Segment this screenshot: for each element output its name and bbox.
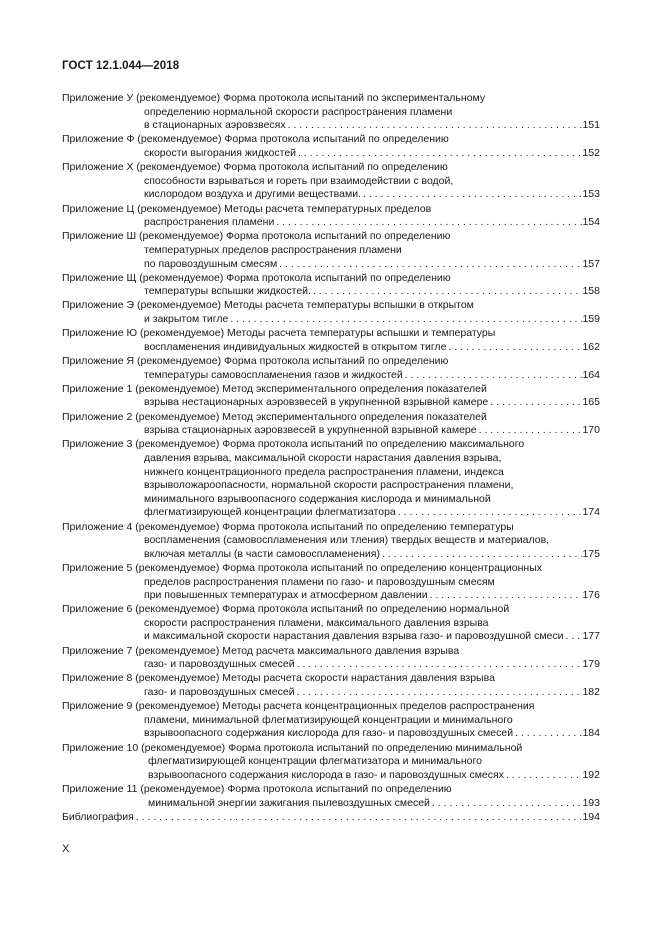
toc-entry-text: взрывоопасного содержания кислорода в газо- и паровоздушных смесях	[148, 768, 504, 781]
toc-page-number: 162	[582, 340, 600, 353]
toc-entry-text: определению нормальной скорости распространения пламени	[144, 105, 453, 118]
toc-leader-dots	[446, 341, 582, 355]
toc-entry-text: температурных пределов распространения пламени	[144, 243, 402, 256]
toc-entry-text: Приложение Я (рекомендуемое) Форма протокола испытаний по определению	[62, 355, 449, 368]
toc-page-number: 182	[582, 686, 600, 699]
toc-entry[interactable]	[62, 603, 600, 644]
toc-entry-text: Приложение 2 (рекомендуемое) Метод экспериментального определения показателей	[62, 410, 487, 423]
toc-leader-dots	[504, 769, 583, 783]
toc-entry[interactable]	[62, 411, 600, 438]
toc-entry[interactable]	[62, 272, 600, 299]
toc-leader-dots	[228, 313, 582, 327]
page-number: X	[62, 843, 70, 855]
toc-entry-text: при повышенных температурах и атмосферном давлении	[144, 589, 428, 602]
document-header: ГОСТ 12.1.044—2018	[62, 60, 180, 72]
toc-entry[interactable]	[62, 161, 600, 202]
toc-entry-text: способности взрываться и гореть при взаимодействии с водой,	[144, 174, 454, 187]
toc-page-number: 165	[582, 396, 600, 409]
toc-entry-text: Приложение 7 (рекомендуемое) Метод расчета максимального давления взрыва	[62, 644, 460, 657]
toc-entry-text: пределов распространения пламени по газо- и паровоздушным смесям	[144, 575, 495, 588]
toc-entry[interactable]	[62, 672, 600, 699]
toc-entry-text: Приложение 3 (рекомендуемое) Форма протокола испытаний по определению максимального	[62, 438, 525, 451]
toc-page-number: 176	[582, 589, 600, 602]
toc-leader-dots	[295, 658, 583, 672]
toc-entry-text: распространения пламени	[144, 216, 275, 229]
toc-page-number: 159	[582, 313, 600, 326]
toc-entry[interactable]	[62, 562, 600, 603]
toc-page-number: 184	[582, 727, 600, 740]
toc-entry-text: газо- и паровоздушных смесей	[144, 686, 295, 699]
toc-leader-dots	[286, 119, 583, 133]
toc-leader-dots	[428, 589, 583, 603]
toc-entry-text: скорости распространения пламени, максимального давления взрыва	[144, 616, 489, 629]
toc-entry-text: минимального взрывоопасного содержания кислорода и минимальной	[144, 492, 491, 505]
toc-leader-dots	[564, 630, 583, 644]
toc-entry[interactable]	[62, 383, 600, 410]
toc-entry-text: Приложение 11 (рекомендуемое) Форма протокола испытаний по определению	[62, 782, 452, 795]
toc-entry-text: Приложение Ц (рекомендуемое) Методы расчета температурных пределов	[62, 202, 432, 215]
toc-entry-text: флегматизирующей концентрации флегматизатора	[144, 506, 396, 519]
toc-entry-text: Приложение Э (рекомендуемое) Методы расчета температуры вспышки в открытом	[62, 299, 474, 312]
toc-entry-text: минимальной энергии зажигания пылевоздушных смесей	[148, 796, 430, 809]
toc-entry-text: по паровоздушным смесям	[144, 257, 278, 270]
toc-entry-text: взрывоопасного содержания кислорода для газо- и паровоздушных смесей	[144, 727, 514, 740]
toc-entry[interactable]	[62, 700, 600, 741]
toc-entry[interactable]	[62, 92, 600, 133]
toc-entry[interactable]	[62, 811, 600, 825]
toc-entry[interactable]	[62, 355, 600, 382]
toc-entry-text: Приложение Х (рекомендуемое) Форма протокола испытаний по определению	[62, 161, 448, 174]
toc-leader-dots	[396, 506, 583, 520]
toc-entry[interactable]	[62, 742, 600, 783]
toc-entry-text: Приложение 9 (рекомендуемое) Методы расчета концентрационных пределов распространения	[62, 700, 535, 713]
toc-entry[interactable]	[62, 438, 600, 520]
toc-entry-text: и закрытом тигле	[144, 313, 229, 326]
toc-leader-dots	[488, 396, 582, 410]
toc-entry[interactable]	[62, 203, 600, 230]
toc-entry-text: Приложение Щ (рекомендуемое) Форма протокола испытаний по определению	[62, 271, 451, 284]
toc-entry-text: Библиография	[62, 810, 134, 823]
toc-entry-text: Приложение Ш (рекомендуемое) Форма протокола испытаний по определению	[62, 230, 451, 243]
toc-page-number: 193	[582, 796, 600, 809]
toc-leader-dots	[361, 188, 582, 202]
toc-entry-text: газо- и паровоздушных смесей	[144, 658, 295, 671]
toc-entry[interactable]	[62, 133, 600, 160]
toc-page-number: 158	[582, 285, 600, 298]
toc-page-number: 194	[582, 810, 600, 823]
toc-entry-text: Приложение 1 (рекомендуемое) Метод экспериментального определения показателей	[62, 382, 487, 395]
toc-leader-dots	[477, 424, 583, 438]
toc-entry-text: взрыволожароопасности, нормальной скорости распространения пламени,	[144, 479, 514, 492]
toc-entry-text: Приложение 4 (рекомендуемое) Форма протокола испытаний по определению температуры	[62, 520, 514, 533]
toc-entry[interactable]	[62, 299, 600, 326]
toc-entry-text: пламени, минимальной флегматизирующей концентрации и минимального	[144, 713, 513, 726]
toc-page-number: 192	[582, 768, 600, 781]
toc-entry-text: и максимальной скорости нарастания давления взрыва газо- и паровоздушной смеси	[144, 630, 564, 643]
toc-leader-dots	[296, 147, 582, 161]
toc-leader-dots	[277, 258, 582, 272]
toc-entry-text: взрыва стационарных аэровзвесей в укрупненной взрывной камере	[144, 424, 477, 437]
toc-leader-dots	[274, 216, 582, 230]
toc-entry-text: Приложение 8 (рекомендуемое) Методы расчета скорости нарастания давления взрыва	[62, 672, 495, 685]
toc-leader-dots	[380, 548, 583, 562]
toc-page-number: 157	[582, 257, 600, 270]
toc-entry-text: Приложение Ф (рекомендуемое) Форма протокола испытаний по определению	[62, 133, 449, 146]
toc-entry[interactable]	[62, 230, 600, 271]
toc-entry-text: в стационарных аэровзвесях	[144, 119, 286, 132]
toc-entry[interactable]	[62, 783, 600, 810]
toc-leader-dots	[134, 811, 583, 825]
toc-page-number: 152	[582, 146, 600, 159]
toc-entry-text: скорости выгорания жидкостей	[144, 146, 297, 159]
toc-entry[interactable]	[62, 645, 600, 672]
table-of-contents	[62, 92, 600, 825]
toc-entry-text: нижнего концентрационного предела распространения пламени, индекса	[144, 465, 504, 478]
toc-entry-text: флегматизирующей концентрации флегматизатора и минимального	[148, 755, 482, 768]
toc-leader-dots	[513, 727, 582, 741]
toc-entry-text: давления взрыва, максимальной скорости нарастания давления взрыва,	[144, 451, 502, 464]
toc-page-number: 177	[582, 630, 600, 643]
toc-leader-dots	[295, 686, 583, 700]
toc-entry-text: взрыва нестационарных аэровзвесей в укрупненной взрывной камере	[144, 396, 489, 409]
toc-entry-text: Приложение 6 (рекомендуемое) Форма протокола испытаний по определению нормальной	[62, 603, 510, 616]
toc-entry-text: температуры самовоспламенения газов и жидкостей	[144, 368, 403, 381]
toc-page-number: 164	[582, 368, 600, 381]
toc-leader-dots	[403, 369, 583, 383]
toc-page-number: 154	[582, 216, 600, 229]
toc-entry-text: воспламенения (самовоспламенения или тления) твердых веществ и материалов,	[144, 534, 550, 547]
toc-page-number: 175	[582, 547, 600, 560]
toc-entry-text: Приложение 5 (рекомендуемое) Форма протокола испытаний по определению концентрационных	[62, 561, 543, 574]
toc-entry[interactable]	[62, 521, 600, 562]
toc-leader-dots	[430, 797, 583, 811]
toc-page-number: 179	[582, 658, 600, 671]
toc-page-number: 151	[582, 119, 600, 132]
toc-leader-dots	[311, 285, 583, 299]
toc-entry-text: Приложение 10 (рекомендуемое) Форма протокола испытаний по определению минимальной	[62, 741, 523, 754]
toc-page-number: 153	[582, 188, 600, 201]
toc-page-number: 170	[582, 424, 600, 437]
toc-entry-text: включая металлы (в части самовоспламенения)	[144, 547, 380, 560]
toc-entry-text: Приложение У (рекомендуемое) Форма протокола испытаний по экспериментальному	[62, 92, 486, 104]
toc-entry[interactable]	[62, 327, 600, 354]
toc-entry-text: Приложение Ю (рекомендуемое) Методы расчета температуры вспышки и температуры	[62, 327, 496, 340]
toc-entry-text: воспламенения индивидуальных жидкостей в открытом тигле	[144, 340, 447, 353]
toc-entry-text: температуры вспышки жидкостей.	[144, 285, 311, 298]
toc-entry-text: кислородом воздуха и другими веществами.	[144, 188, 361, 201]
toc-page-number: 174	[582, 506, 600, 519]
